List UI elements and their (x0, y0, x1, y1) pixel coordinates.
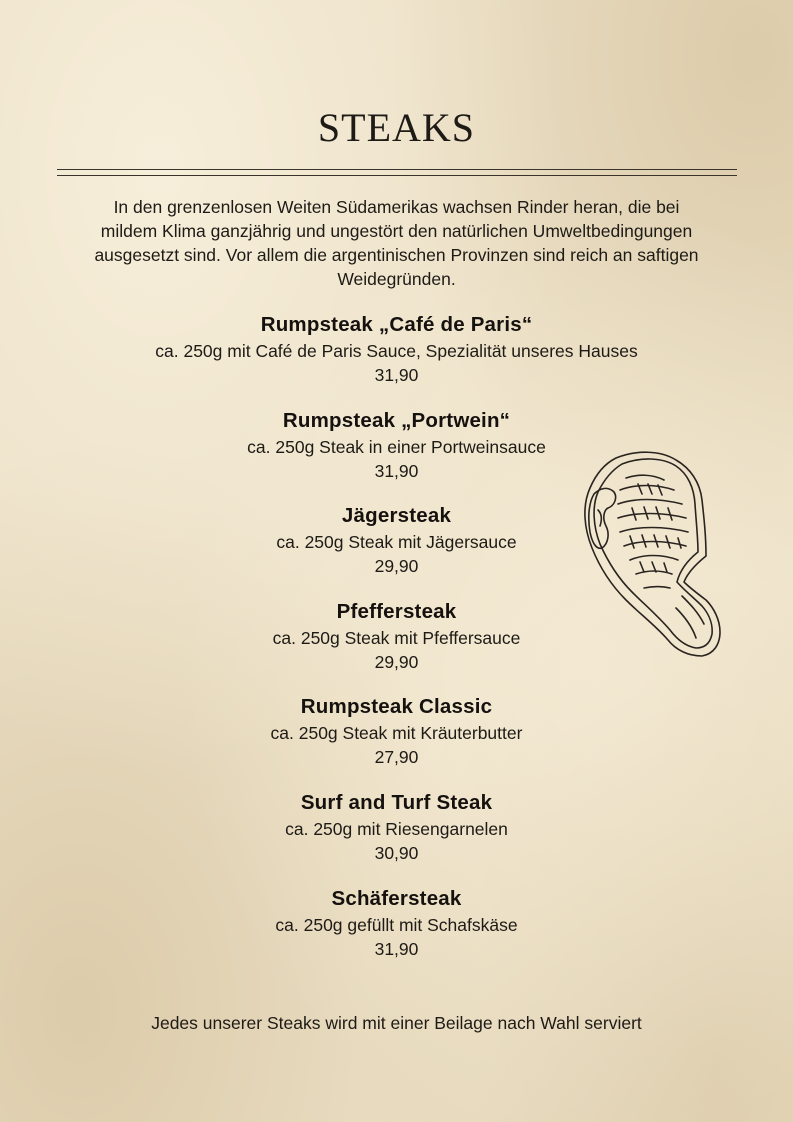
dish-price: 31,90 (374, 460, 419, 481)
dish-name: Pfeffersteak (336, 599, 457, 623)
dish-description: ca. 250g gefüllt mit Schafskäse (275, 914, 518, 935)
dish-price: 29,90 (374, 556, 419, 577)
dish-name: Jägersteak (341, 504, 452, 528)
dish-item (0, 693, 793, 789)
dish-price: 29,90 (374, 651, 419, 672)
dish-name: Rumpsteak „Café de Paris“ (260, 313, 533, 336)
dish-description: ca. 250g Steak mit Pfeffersauce (272, 627, 521, 648)
title-divider (57, 169, 737, 176)
dish-description: ca. 250g Steak in einer Portweinsauce (247, 436, 546, 457)
dish-price: 27,90 (374, 747, 419, 768)
footer-note: Jedes unserer Steaks wird mit einer Beilage nach Wahl serviert (151, 1013, 642, 1033)
dish-name: Rumpsteak Classic (300, 695, 493, 719)
dish-item (0, 311, 793, 407)
intro-text: In den grenzenlosen Weiten Südamerikas wachsen Rinder heran, die bei mildem Klima ganzjährig und ungestört den natürlichen Umweltbedingungen ausgesetzt sind. Vor allem die argentinischen Provinzen sind reich an saftigen Weidegründen. (94, 197, 699, 289)
dish-description: ca. 250g Steak mit Jägersauce (276, 532, 517, 553)
dish-item (0, 885, 793, 981)
page-title: STEAKS (317, 105, 476, 150)
dish-price: 31,90 (374, 938, 419, 959)
dish-item (0, 789, 793, 885)
dish-name: Surf and Turf Steak (300, 790, 493, 814)
dish-name: Rumpsteak „Portwein“ (282, 408, 511, 432)
dish-description: ca. 250g mit Café de Paris Sauce, Spezialität unseres Hauses (155, 341, 638, 361)
dish-description: ca. 250g Steak mit Kräuterbutter (270, 723, 523, 744)
dish-price: 30,90 (374, 842, 419, 863)
steak-icon (578, 448, 724, 660)
dish-description: ca. 250g mit Riesengarnelen (285, 818, 508, 839)
dish-name: Schäfersteak (331, 886, 462, 910)
dish-price: 31,90 (374, 365, 419, 385)
